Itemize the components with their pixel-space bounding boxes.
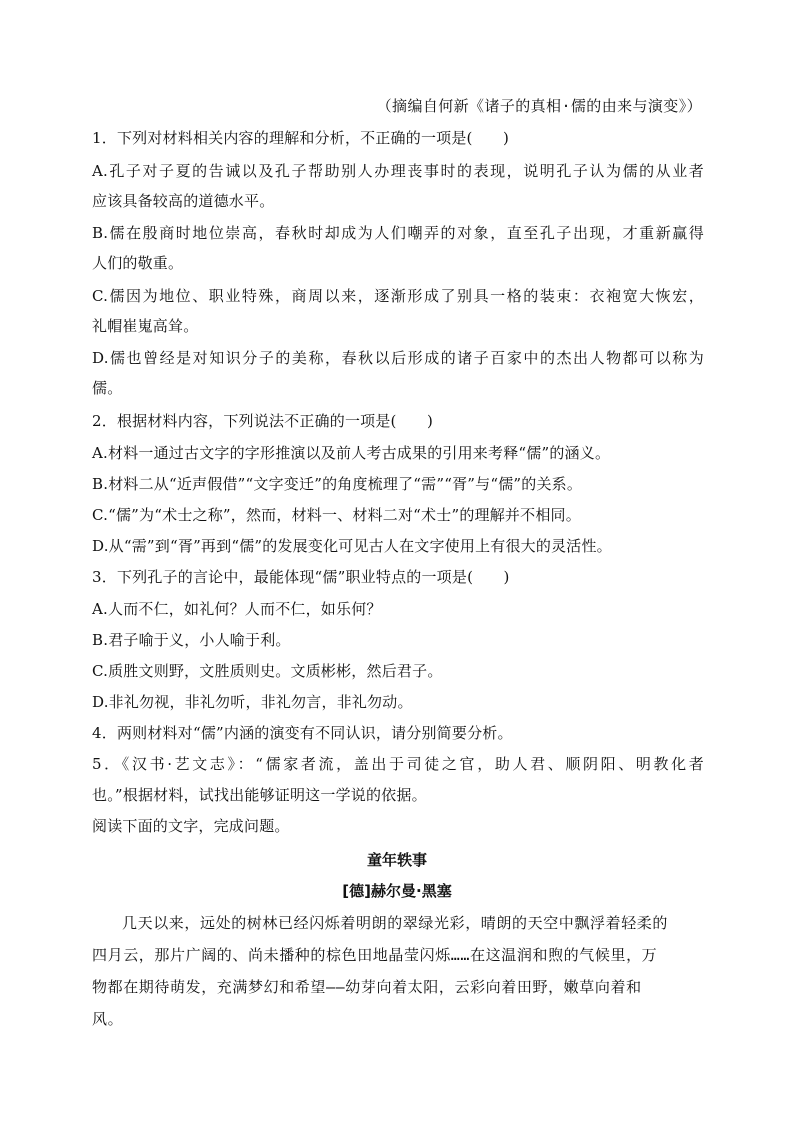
source-citation: （摘编自何新《诸子的真相·儒的由来与演变》） xyxy=(376,97,702,115)
question-1-option-d-line-2: 儒。 xyxy=(92,379,123,397)
story-paragraph-line-4: 风。 xyxy=(92,1010,124,1028)
question-3-stem: 3．下列孔子的言论中，最能体现“儒”职业特点的一项是( ) xyxy=(92,568,510,586)
question-1-option-c-line-1: C.儒因为地位、职业特殊，商周以来，逐渐形成了别具一格的装束：衣袍宽大恢宏， xyxy=(92,287,704,305)
question-5-line-2: 也。”根据材料，试找出能够证明这一学说的依据。 xyxy=(92,786,427,804)
story-paragraph-line-2: 四月云，那片广阔的、尚未播种的棕色田地晶莹闪烁……在这温润和煦的气候里，万 xyxy=(92,946,658,964)
question-2-option-c: C.“儒”为“术士之称”，然而，材料一、材料二对“术士”的理解并不相同。 xyxy=(92,506,581,524)
question-4: 4．两则材料对“儒”内涵的演变有不同认识，请分别简要分析。 xyxy=(92,724,513,742)
question-2-option-a: A.材料一通过古文字的字形推演以及前人考古成果的引用来考释“儒”的涵义。 xyxy=(92,444,611,462)
story-author: [德]赫尔曼·黑塞 xyxy=(342,882,452,900)
question-3-option-b: B.君子喻于义，小人喻于利。 xyxy=(92,631,291,649)
question-1-option-d-line-1: D.儒也曾经是对知识分子的美称，春秋以后形成的诸子百家中的杰出人物都可以称为 xyxy=(92,349,704,367)
question-3-option-c: C.质胜文则野，文胜质则史。文质彬彬，然后君子。 xyxy=(92,662,443,680)
story-paragraph-line-1: 几天以来，远处的树林已经闪烁着明朗的翠绿光彩，晴朗的天空中飘浮着轻柔的 xyxy=(122,914,669,932)
question-2-option-d: D.从“需”到“胥”再到“儒”的发展变化可见古人在文字使用上有很大的灵活性。 xyxy=(92,537,612,555)
question-3-option-a: A.人而不仁，如礼何？人而不仁，如乐何？ xyxy=(92,600,382,618)
question-1-option-b-line-2: 人们的敬重。 xyxy=(92,254,184,272)
question-2-stem: 2．根据材料内容，下列说法不正确的一项是( ) xyxy=(92,412,434,430)
question-3-option-d: D.非礼勿视，非礼勿听，非礼勿言，非礼勿动。 xyxy=(92,693,413,711)
question-1-stem: 1．下列对材料相关内容的理解和分析，不正确的一项是( ) xyxy=(92,129,510,147)
question-1-option-b-line-1: B.儒在殷商时地位崇高，春秋时却成为人们嘲弄的对象，直至孔子出现，才重新赢得 xyxy=(92,224,704,242)
reading-instruction: 阅读下面的文字，完成问题。 xyxy=(92,817,290,835)
question-5-line-1: 5．《汉书·艺文志》：“儒家者流，盖出于司徒之官，助人君、顺阴阳、明教化者 xyxy=(92,755,704,773)
story-paragraph-line-3: 物都在期待萌发，充满梦幻和希望——幼芽向着太阳，云彩向着田野，嫩草向着和 xyxy=(92,978,642,996)
question-1-option-a-line-2: 应该具备较高的道德水平。 xyxy=(92,192,275,210)
question-2-option-b: B.材料二从“近声假借”“文字变迁”的角度梳理了“需”“胥”与“儒”的关系。 xyxy=(92,475,583,493)
question-1-option-c-line-2: 礼帽崔嵬高耸。 xyxy=(92,317,199,335)
story-title: 童年轶事 xyxy=(366,851,427,869)
question-1-option-a-line-1: A.孔子对子夏的告诫以及孔子帮助别人办理丧事时的表现，说明孔子认为儒的从业者 xyxy=(92,162,704,180)
